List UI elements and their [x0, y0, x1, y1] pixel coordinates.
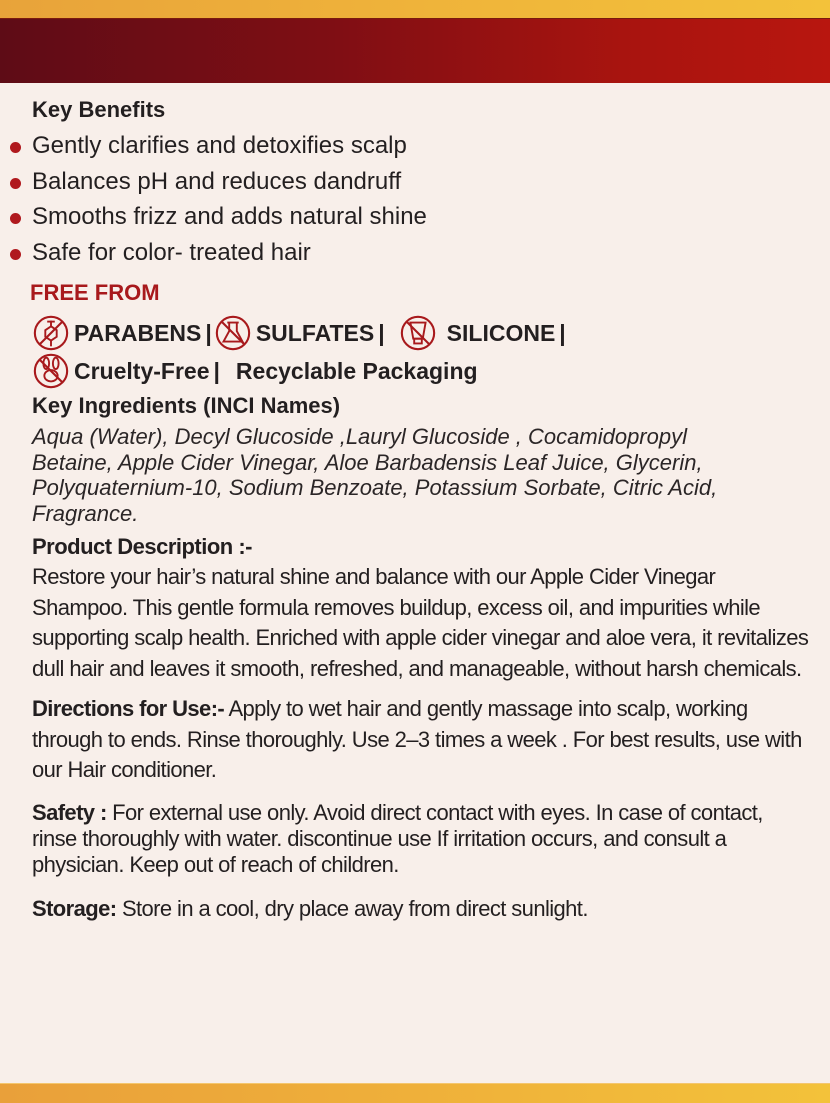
key-benefits-title: Key Benefits [32, 97, 166, 122]
separator: | [378, 320, 385, 346]
bullet-icon [10, 178, 21, 189]
safety-section [32, 800, 812, 878]
bottom-gold-band [0, 1083, 830, 1103]
benefit-item: Smooths frizz and adds natural shine [6, 199, 822, 235]
sulfate-free-label: SULFATES [255, 320, 375, 346]
directions-text: Apply to wet hair and gently massage into scalp, working through to ends. Rinse thoroughly. Use 2–3 times a week . For best results, use with our Hair conditioner. [32, 696, 802, 782]
cruelty-free-label: Cruelty-Free [74, 358, 210, 384]
recyclable-packaging-label: Recyclable Packaging [235, 358, 478, 384]
separator: | [213, 358, 220, 384]
free-from-row [32, 352, 822, 390]
free-from-section [32, 280, 822, 390]
directions-label: Directions for Use:- [32, 696, 225, 721]
benefit-item: Gently clarifies and detoxifies scalp [6, 128, 822, 164]
cruelty-free-bunny-icon [32, 352, 70, 390]
ingredients-section [32, 392, 822, 526]
no-silicone-icon [399, 314, 437, 352]
key-benefits-section [32, 96, 822, 270]
description-section [32, 532, 822, 684]
ingredients-list: Aqua (Water), Decyl Glucoside ,Lauryl Glucoside , Cocamidopropyl Betaine, Apple Cider Vinegar, Aloe Barbadensis Leaf Juice, Glycerin, Polyquaternium-10, Sodium Benzoate, Potassium Sorbate, Citric Acid, Fragrance. [32, 424, 718, 526]
free-from-title: FREE FROM [30, 280, 160, 305]
bullet-icon [10, 249, 21, 260]
safety-text: For external use only. Avoid direct contact with eyes. In case of contact, rinse thoroughly with water. discontinue use If irritation occurs, and consult a physician. Keep out of reach of children. [32, 799, 763, 877]
ingredients-title: Key Ingredients (INCI Names) [32, 393, 341, 418]
label-content [32, 96, 822, 924]
separator: | [559, 320, 566, 346]
benefit-item: Balances pH and reduces dandruff [6, 164, 822, 200]
key-benefits-list [6, 128, 822, 270]
bullet-icon [10, 213, 21, 224]
paraben-free-label: PARABENS [74, 320, 202, 346]
no-parabens-icon [32, 314, 70, 352]
silicone-free-label: SILICONE [446, 320, 556, 346]
description-title: Product Description :- [32, 534, 253, 559]
free-from-row [32, 314, 822, 352]
separator: | [205, 320, 212, 346]
benefit-item: Safe for color- treated hair [6, 235, 822, 271]
storage-section [32, 894, 812, 925]
storage-label: Storage: [32, 895, 117, 921]
top-gold-band [0, 0, 830, 18]
storage-text: Store in a cool, dry place away from direct sunlight. [116, 895, 588, 921]
bullet-icon [10, 142, 21, 153]
description-text: Restore your hair’s natural shine and balance with our Apple Cider Vinegar Shampoo. This gentle formula removes buildup, excess oil, and impurities while supporting scalp health. Enriched with apple cider vinegar and aloe vera, it revitalizes dull hair and leaves it smooth, refreshed, and manageable, without harsh chemicals. [32, 564, 809, 681]
safety-label: Safety : [32, 799, 107, 825]
directions-section [32, 694, 812, 786]
no-sulfates-icon [214, 314, 252, 352]
header-red-band [0, 18, 830, 83]
